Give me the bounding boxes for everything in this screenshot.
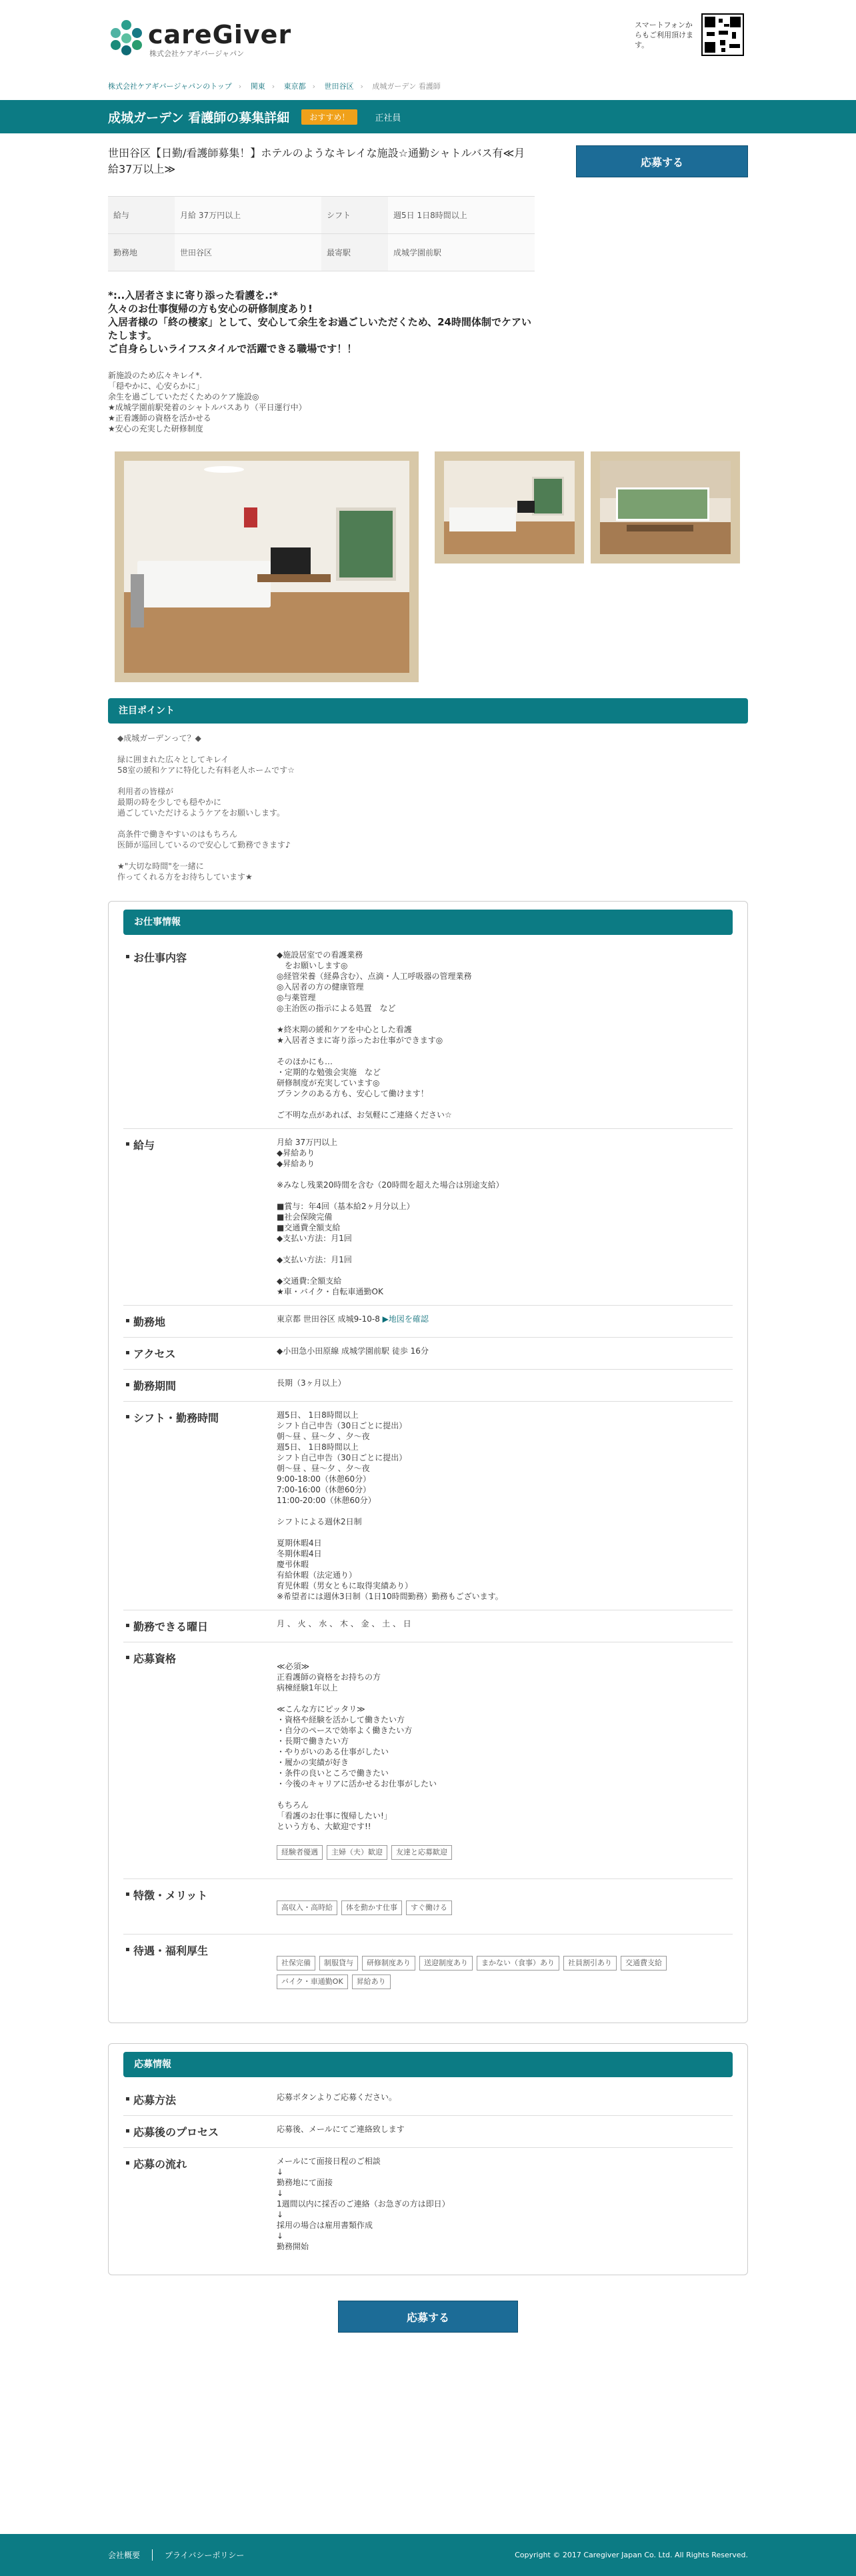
title-bar bbox=[0, 100, 856, 133]
tag: 昇給あり bbox=[352, 1975, 391, 1989]
site-logo[interactable] bbox=[108, 19, 292, 59]
footer-link-company[interactable]: 会社概要 bbox=[108, 2551, 141, 2560]
tag: 社員割引あり bbox=[563, 1956, 617, 1971]
points-section bbox=[108, 698, 748, 882]
apply-row-flow bbox=[123, 2148, 733, 2260]
table-row bbox=[108, 197, 535, 234]
job-title: 世田谷区【日勤/看護師募集！】ホテルのようなキレイな施設☆通勤シャトルバス有≪月給37万以上≫ bbox=[108, 147, 525, 175]
logo-text: careGiver bbox=[148, 20, 292, 49]
work-row-shift bbox=[123, 1402, 733, 1610]
row-label: 給与 bbox=[133, 1139, 155, 1152]
work-row-location bbox=[123, 1306, 733, 1338]
table-value: 月給 37万円以上 bbox=[175, 197, 321, 234]
row-value: 長期（3ヶ月以上） bbox=[277, 1378, 346, 1388]
table-value: 成城学園前駅 bbox=[388, 234, 535, 271]
apply-button-top[interactable]: 応募する bbox=[576, 145, 748, 177]
tag: 体を動かす仕事 bbox=[341, 1900, 402, 1915]
photo-gallery bbox=[108, 451, 748, 692]
row-value: 月 、 火 、 水 、 木 、 金 、 土 、 日 bbox=[277, 1619, 411, 1628]
work-info-box bbox=[108, 901, 748, 2023]
tag: 経験者優遇 bbox=[277, 1845, 323, 1860]
row-label: シフト・勤務時間 bbox=[133, 1412, 219, 1424]
tag: 交通費支給 bbox=[621, 1956, 667, 1971]
row-value: 週5日、 1日8時間以上 シフト自己申告（30日ごとに提出） 朝〜昼 、昼〜夕 、夕〜夜 週5日、 1日8時間以上 シフト自己申告（30日ごとに提出） 朝〜昼 、昼〜夕 、夕〜夜 9:00-18:00（休憩60分） 7:00-16:00（休憩60分） 11:00-20:00（休憩60分） シフトによる週休2日制 夏期休暇4日 冬期休暇4日 慶弔休暇 有給休暇（法定通り） 育児休暇（男女ともに取得実績あり） ※希望者には週休3日制（1日10時間勤務）勤務もございます。 bbox=[277, 1410, 503, 1601]
copyright: Copyright © 2017 Caregiver Japan Co. Ltd. All Rights Reserved. bbox=[515, 2551, 748, 2559]
row-value: 応募ボタンよりご応募ください。 bbox=[277, 2093, 397, 2102]
tag-list bbox=[277, 1900, 733, 1915]
apply-row-method bbox=[123, 2084, 733, 2116]
row-label: 勤務期間 bbox=[133, 1380, 177, 1392]
row-label: アクセス bbox=[133, 1348, 176, 1360]
tag-list bbox=[277, 1956, 733, 1989]
breadcrumb-prefecture[interactable]: 東京都 bbox=[283, 82, 306, 91]
row-value: 東京都 世田谷区 成城9-10-8 bbox=[277, 1314, 380, 1324]
recommended-badge: おすすめ！ bbox=[301, 109, 357, 125]
tag: 友達と応募歓迎 bbox=[391, 1845, 452, 1860]
apply-info-box bbox=[108, 2043, 748, 2275]
work-row-period bbox=[123, 1370, 733, 1402]
tag: 送迎制度あり bbox=[419, 1956, 473, 1971]
tag-list bbox=[277, 1845, 733, 1860]
work-row-access bbox=[123, 1338, 733, 1370]
qr-code bbox=[701, 13, 744, 56]
table-value: 週5日 1日8時間以上 bbox=[388, 197, 535, 234]
row-label: お仕事内容 bbox=[133, 952, 187, 964]
row-value: ◆小田急小田原線 成城学園前駅 徒歩 16分 bbox=[277, 1346, 429, 1356]
table-key: シフト bbox=[321, 197, 388, 234]
row-label: 勤務地 bbox=[133, 1316, 166, 1328]
work-row-qualification bbox=[123, 1642, 733, 1879]
apply-info-heading: 応募情報 bbox=[123, 2052, 733, 2077]
row-value: 月給 37万円以上 ◆昇給あり ◆昇給あり ※みなし残業20時間を含む（20時間を超えた場合は別途支給） ■賞与：年4回（基本給2ヶ月分以上） ■社会保険完備 ■交通費全額支給 ◆支払い方法：月1回 ◆支払い方法：月1回 ◆交通費:全額支給 ★車・バイク・自転車通勤OK bbox=[277, 1138, 504, 1296]
work-row-features bbox=[123, 1879, 733, 1935]
tag: まかない（食事）あり bbox=[477, 1956, 559, 1971]
thumbnail-photo-1[interactable] bbox=[435, 451, 584, 563]
map-link[interactable]: ▶地図を確認 bbox=[382, 1314, 429, 1324]
row-label: 勤務できる曜日 bbox=[133, 1620, 209, 1633]
apply-row-process bbox=[123, 2116, 733, 2148]
job-info-table bbox=[108, 196, 535, 271]
breadcrumb-top[interactable]: 株式会社ケアギバージャパンのトップ bbox=[108, 82, 232, 91]
tag: 社保完備 bbox=[277, 1956, 315, 1971]
site-footer bbox=[0, 2534, 856, 2576]
apply-button-bottom[interactable]: 応募する bbox=[338, 2301, 518, 2333]
row-label: 応募資格 bbox=[133, 1652, 177, 1665]
tag: 研修制度あり bbox=[362, 1956, 415, 1971]
footer-link-privacy[interactable]: プライバシーポリシー bbox=[152, 2549, 256, 2561]
row-label: 待遇・福利厚生 bbox=[133, 1945, 209, 1957]
row-value: メールにて面接日程のご相談 ↓ 勤務地にて面接 ↓ 1週間以内に採否のご連絡（お急ぎの方は即日） ↓ 採用の場合は雇用書類作成 ↓ 勤務開始 bbox=[277, 2157, 450, 2251]
logo-subtitle: 株式会社ケアギバージャパン bbox=[149, 49, 245, 58]
breadcrumb-current: 成城ガーデン 看護師 bbox=[372, 82, 441, 91]
work-row-benefits bbox=[123, 1935, 733, 2008]
table-value: 世田谷区 bbox=[175, 234, 321, 271]
table-key: 勤務地 bbox=[108, 234, 175, 271]
breadcrumb-ward[interactable]: 世田谷区 bbox=[324, 82, 354, 91]
tag: すぐ働ける bbox=[406, 1900, 452, 1915]
smartphone-note: スマートフォンからもご利用頂けます。 bbox=[635, 21, 693, 49]
catch-copy: *:..入居者さまに寄り添った看護を.:* 久々のお仕事復帰の方も安心の研修制度あり! 入居者様の「終の棲家」として、安心して余生をお過ごしいただくため、24時間体制でケアいたします。 ご自身らしいライフスタイルで活躍できる職場です！！ bbox=[108, 289, 531, 355]
tag: 主婦（夫）歓迎 bbox=[327, 1845, 387, 1860]
row-value: 応募後、メールにてご連絡致します bbox=[277, 2125, 405, 2134]
row-value: ◆施設居室での看護業務 をお願いします◎ ◎経管栄養（経鼻含む）、点滴・人工呼吸器の管理業務 ◎入居者の方の健康管理 ◎与薬管理 ◎主治医の指示による処置 など ★終末期の緩和ケアを中心とした看護 ★入居者さまに寄り添ったお仕事ができます◎ そのほかにも… ・定期的な勉強会実施 など 研修制度が充実しています◎ ブランクのある方も、安心して働けます！ ご不明な点があれば、お気軽にご連絡ください☆ bbox=[277, 950, 472, 1120]
table-key: 給与 bbox=[108, 197, 175, 234]
table-key: 最寄駅 bbox=[321, 234, 388, 271]
main-photo[interactable] bbox=[115, 451, 419, 682]
work-row-salary bbox=[123, 1129, 733, 1306]
tag: バイク・車通勤OK bbox=[277, 1975, 348, 1989]
row-label: 応募の流れ bbox=[133, 2158, 187, 2171]
page-title: 成城ガーデン 看護師の募集詳細 bbox=[108, 110, 290, 125]
row-label: 特徴・メリット bbox=[133, 1889, 208, 1902]
job-summary bbox=[108, 145, 748, 271]
points-heading: 注目ポイント bbox=[108, 698, 748, 724]
row-label: 応募方法 bbox=[133, 2094, 177, 2107]
table-row bbox=[108, 234, 535, 271]
thumbnail-photo-2[interactable] bbox=[591, 451, 740, 563]
footer-links bbox=[108, 2549, 256, 2561]
row-value: ≪必須≫ 正看護師の資格をお持ちの方 病棟経験1年以上 ≪こんな方にピッタリ≫ ・資格や経験を活かして働きたい方 ・自分のペースで効率よく働きたい方 ・長期で働きたい方 ・やりがいのある仕事がしたい ・履かの実績が好き ・条件の良いところで働きたい ・今後のキャリアに活かせるお仕事がしたい もちろん 「看護のお仕事に復帰したい!」 という方も、大歓迎です!! bbox=[277, 1662, 437, 1831]
tag: 制服貸与 bbox=[319, 1956, 358, 1971]
breadcrumb: 株式会社ケアギバージャパンのトップ › 関東 › 東京都 › 世田谷区 › 成城ガーデン 看護師 bbox=[108, 82, 441, 91]
work-row-description bbox=[123, 942, 733, 1129]
points-body: ◆成城ガーデンって？◆ 緑に囲まれた広々としてキレイ 58室の緩和ケアに特化した有料老人ホームです☆ 利用者の皆様が 最期の時を少しでも穏やかに 過ごしていただけるようケアをお願いします。 高条件で働きやすいのはもちろん 医師が巡回しているので安心して勤務できます♪ ★"大切な時間"を一緒に 作ってくれる方をお待ちしています★ bbox=[117, 734, 295, 882]
site-header bbox=[108, 0, 748, 73]
row-label: 応募後のプロセス bbox=[133, 2126, 219, 2139]
logo-mark bbox=[108, 19, 145, 56]
tag: 高収入・高時給 bbox=[277, 1900, 337, 1915]
work-info-heading: お仕事情報 bbox=[123, 910, 733, 935]
work-row-days bbox=[123, 1610, 733, 1642]
breadcrumb-region[interactable]: 関東 bbox=[250, 82, 265, 91]
intro-text: 新施設のため広々キレイ*. 「穏やかに、心安らかに」 余生を過ごしていただくためのケア施設◎ ★成城学園前駅発着のシャトルバスあり（平日運行中） ★正看護師の資格を活かせる ★安心の充実した研修制度 bbox=[108, 371, 307, 433]
employment-type: 正社員 bbox=[375, 113, 401, 123]
